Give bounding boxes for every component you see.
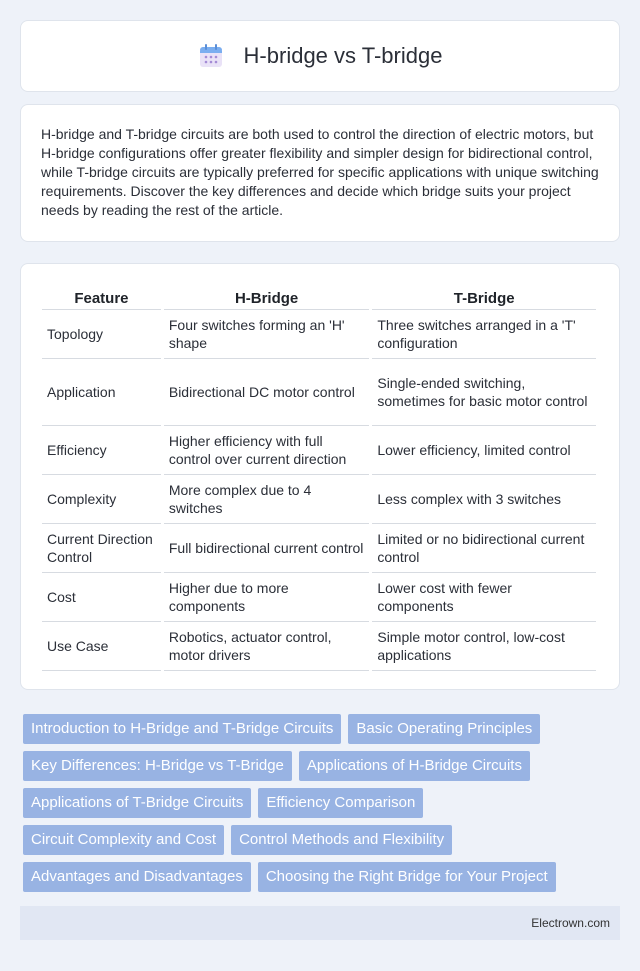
h-bridge-cell: Bidirectional DC motor control: [164, 359, 370, 426]
tag-t-bridge-applications[interactable]: Applications of T-Bridge Circuits: [23, 788, 251, 818]
table-row: [42, 475, 596, 524]
h-bridge-cell: Higher due to more components: [164, 573, 370, 622]
h-bridge-cell: Robotics, actuator control, motor drivers: [164, 622, 370, 671]
table-row: [42, 310, 596, 359]
table-row: [42, 622, 596, 671]
topic-tags: [23, 714, 623, 899]
table-row: [42, 359, 596, 426]
t-bridge-cell: Lower efficiency, limited control: [372, 426, 596, 475]
t-bridge-cell: Limited or no bidirectional current control: [372, 524, 596, 573]
calendar-icon: [198, 43, 224, 69]
footer-site-name[interactable]: Electrown.com: [531, 916, 610, 930]
feature-cell: Complexity: [42, 475, 161, 524]
feature-cell: Cost: [42, 573, 161, 622]
comparison-table: [39, 285, 599, 671]
t-bridge-cell: Simple motor control, low-cost applications: [372, 622, 596, 671]
feature-cell: Application: [42, 359, 161, 426]
column-header-h-bridge: H-Bridge: [164, 285, 370, 310]
column-header-feature: Feature: [42, 285, 161, 310]
tag-advantages-disadvantages[interactable]: Advantages and Disadvantages: [23, 862, 251, 892]
feature-cell: Current Direction Control: [42, 524, 161, 573]
tag-efficiency-comparison[interactable]: Efficiency Comparison: [258, 788, 423, 818]
table-row: [42, 426, 596, 475]
h-bridge-cell: Four switches forming an 'H' shape: [164, 310, 370, 359]
tag-choosing-bridge[interactable]: Choosing the Right Bridge for Your Project: [258, 862, 556, 892]
h-bridge-cell: Full bidirectional current control: [164, 524, 370, 573]
tag-control-methods[interactable]: Control Methods and Flexibility: [231, 825, 452, 855]
t-bridge-cell: Single-ended switching, sometimes for basic motor control: [372, 359, 596, 426]
h-bridge-cell: More complex due to 4 switches: [164, 475, 370, 524]
intro-card: [20, 104, 620, 242]
table-row: [42, 524, 596, 573]
intro-text: H-bridge and T-bridge circuits are both used to control the direction of electric motors, but H-bridge configurations offer greater flexibility and simpler design for bidirectional control, while T-bridge circuits are typically preferred for specific applications with unique switching requirements. Discover the key differences and decide which bridge suits your project needs by reading the rest of the article.: [41, 126, 599, 218]
title-card: [20, 20, 620, 92]
tag-h-bridge-applications[interactable]: Applications of H-Bridge Circuits: [299, 751, 530, 781]
table-header-row: [42, 285, 596, 310]
t-bridge-cell: Three switches arranged in a 'T' configuration: [372, 310, 596, 359]
t-bridge-cell: Lower cost with fewer components: [372, 573, 596, 622]
column-header-t-bridge: T-Bridge: [372, 285, 596, 310]
comparison-table-card: [20, 263, 620, 690]
tag-basic-operating-principles[interactable]: Basic Operating Principles: [348, 714, 540, 744]
feature-cell: Use Case: [42, 622, 161, 671]
feature-cell: Topology: [42, 310, 161, 359]
feature-cell: Efficiency: [42, 426, 161, 475]
footer: [20, 906, 620, 940]
tag-key-differences[interactable]: Key Differences: H-Bridge vs T-Bridge: [23, 751, 292, 781]
h-bridge-cell: Higher efficiency with full control over current direction: [164, 426, 370, 475]
tag-complexity-and-cost[interactable]: Circuit Complexity and Cost: [23, 825, 224, 855]
tag-introduction[interactable]: Introduction to H-Bridge and T-Bridge Circuits: [23, 714, 341, 744]
page-title: H-bridge vs T-bridge: [243, 43, 443, 68]
t-bridge-cell: Less complex with 3 switches: [372, 475, 596, 524]
table-row: [42, 573, 596, 622]
